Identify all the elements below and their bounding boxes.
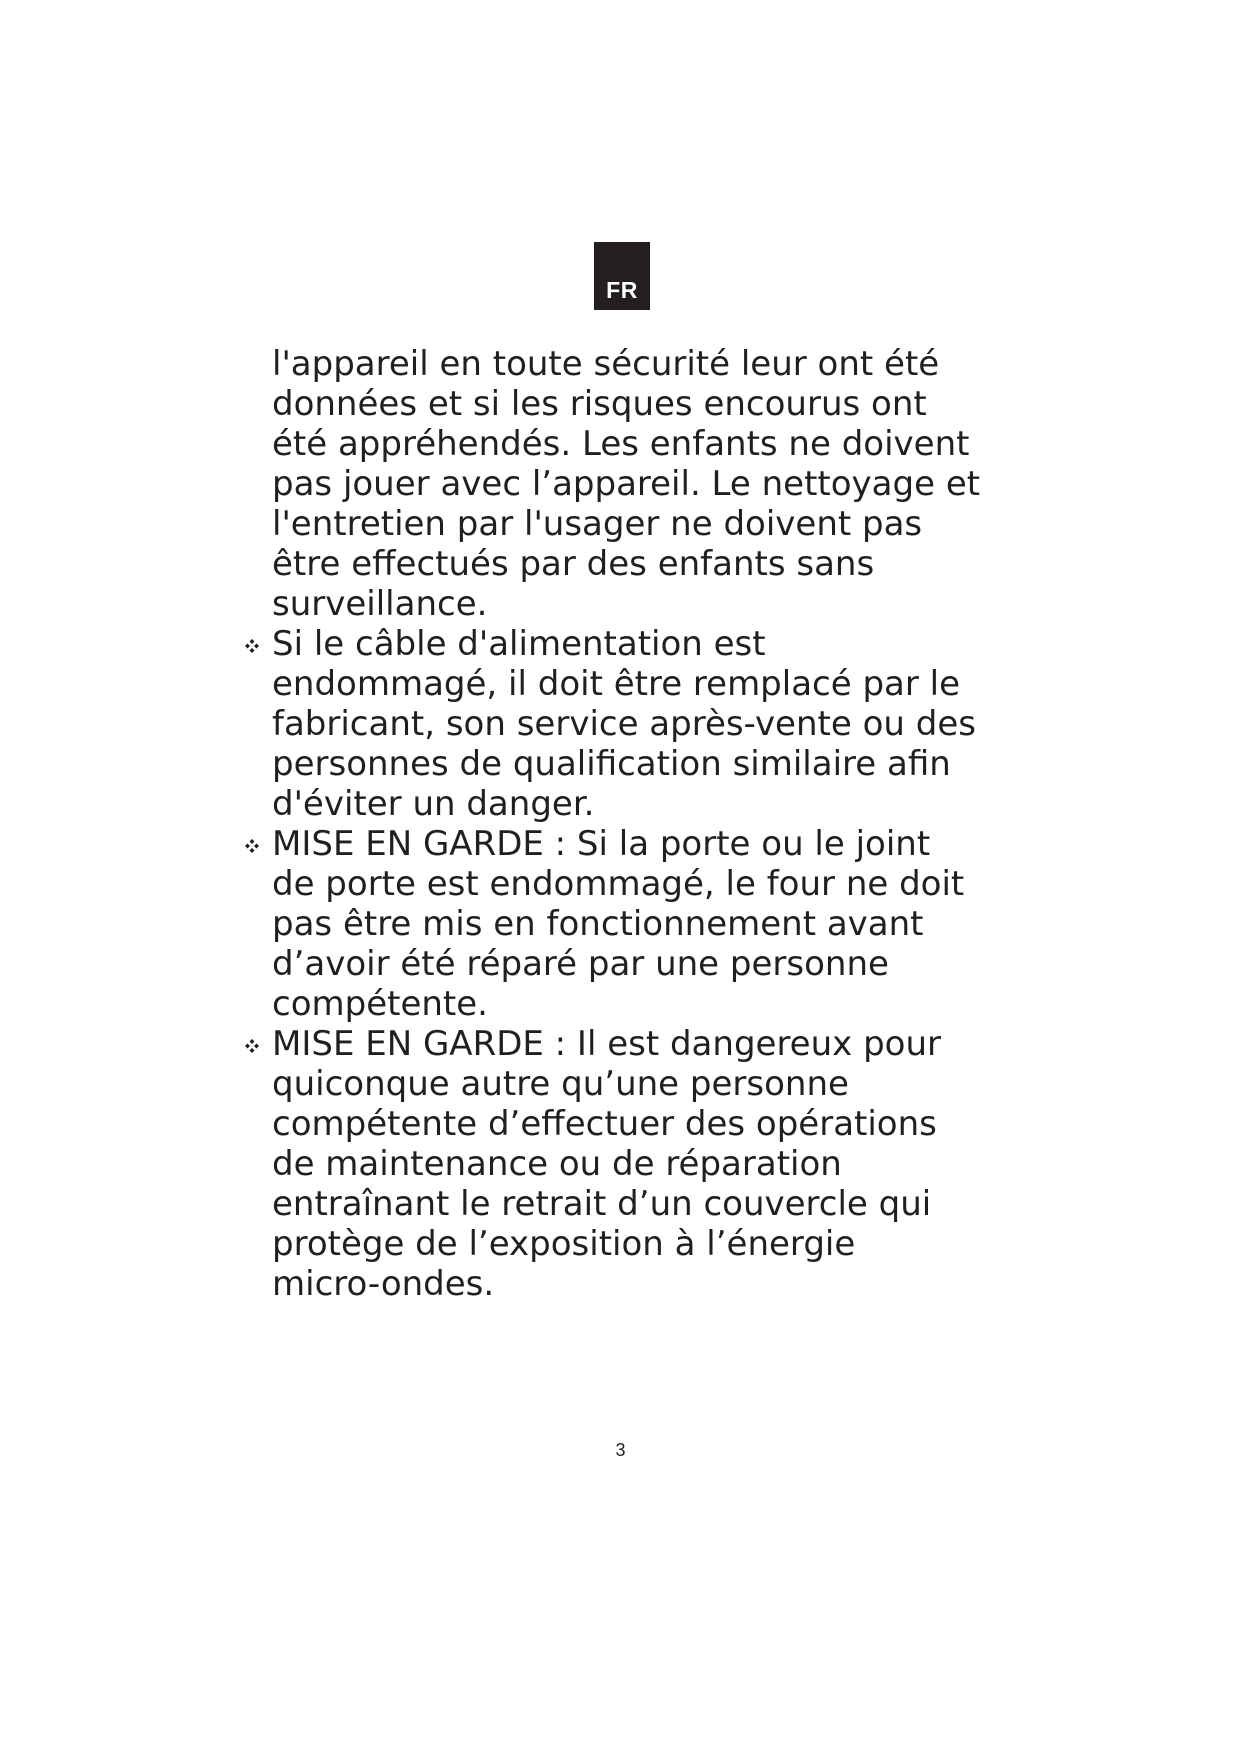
text-line: l'entretien par l'usager ne doivent pas	[272, 504, 923, 544]
bullet-item-maintenance-warning	[272, 1024, 992, 1304]
text-line: été appréhendés. Les enfants ne doivent	[272, 424, 970, 464]
text-line: personnes de qualification similaire afin	[272, 744, 951, 784]
text-line: surveillance.	[272, 584, 488, 624]
text-line: de porte est endommagé, le four ne doit	[272, 864, 965, 904]
text-line: de maintenance ou de réparation	[272, 1144, 842, 1184]
text-line: quiconque autre qu’une personne	[272, 1064, 849, 1104]
intro-paragraph	[272, 344, 992, 624]
text-line: données et si les risques encourus ont	[272, 384, 927, 424]
text-line: être effectués par des enfants sans	[272, 544, 875, 584]
text-line: fabricant, son service après-vente ou des	[272, 704, 976, 744]
text-line: micro-ondes.	[272, 1264, 495, 1304]
diamond-bullet-icon	[241, 1035, 263, 1057]
diamond-bullet-icon	[241, 835, 263, 857]
text-line: l'appareil en toute sécurité leur ont été	[272, 344, 940, 384]
text-line: entraînant le retrait d’un couvercle qui	[272, 1184, 932, 1224]
language-badge: FR	[594, 242, 650, 310]
bullet-item-door-warning	[272, 824, 992, 1024]
text-line: pas être mis en fonctionnement avant	[272, 904, 924, 944]
text-line: pas jouer avec l’appareil. Le nettoyage et	[272, 464, 981, 504]
page-number: 3	[615, 1440, 626, 1460]
diamond-bullet-icon	[241, 635, 263, 657]
bullet-item-power-cable	[272, 624, 992, 824]
text-line: d’avoir été réparé par une personne	[272, 944, 889, 984]
text-line: Si le câble d'alimentation est	[272, 624, 766, 664]
page-content	[272, 344, 992, 1304]
text-line: compétente d’effectuer des opérations	[272, 1104, 937, 1144]
text-line: d'éviter un danger.	[272, 784, 595, 824]
text-line: endommagé, il doit être remplacé par le	[272, 664, 961, 704]
text-line: MISE EN GARDE : Si la porte ou le joint	[272, 824, 931, 864]
text-line: protège de l’exposition à l’énergie	[272, 1224, 856, 1264]
text-line: compétente.	[272, 984, 488, 1024]
text-line: MISE EN GARDE : Il est dangereux pour	[272, 1024, 941, 1064]
